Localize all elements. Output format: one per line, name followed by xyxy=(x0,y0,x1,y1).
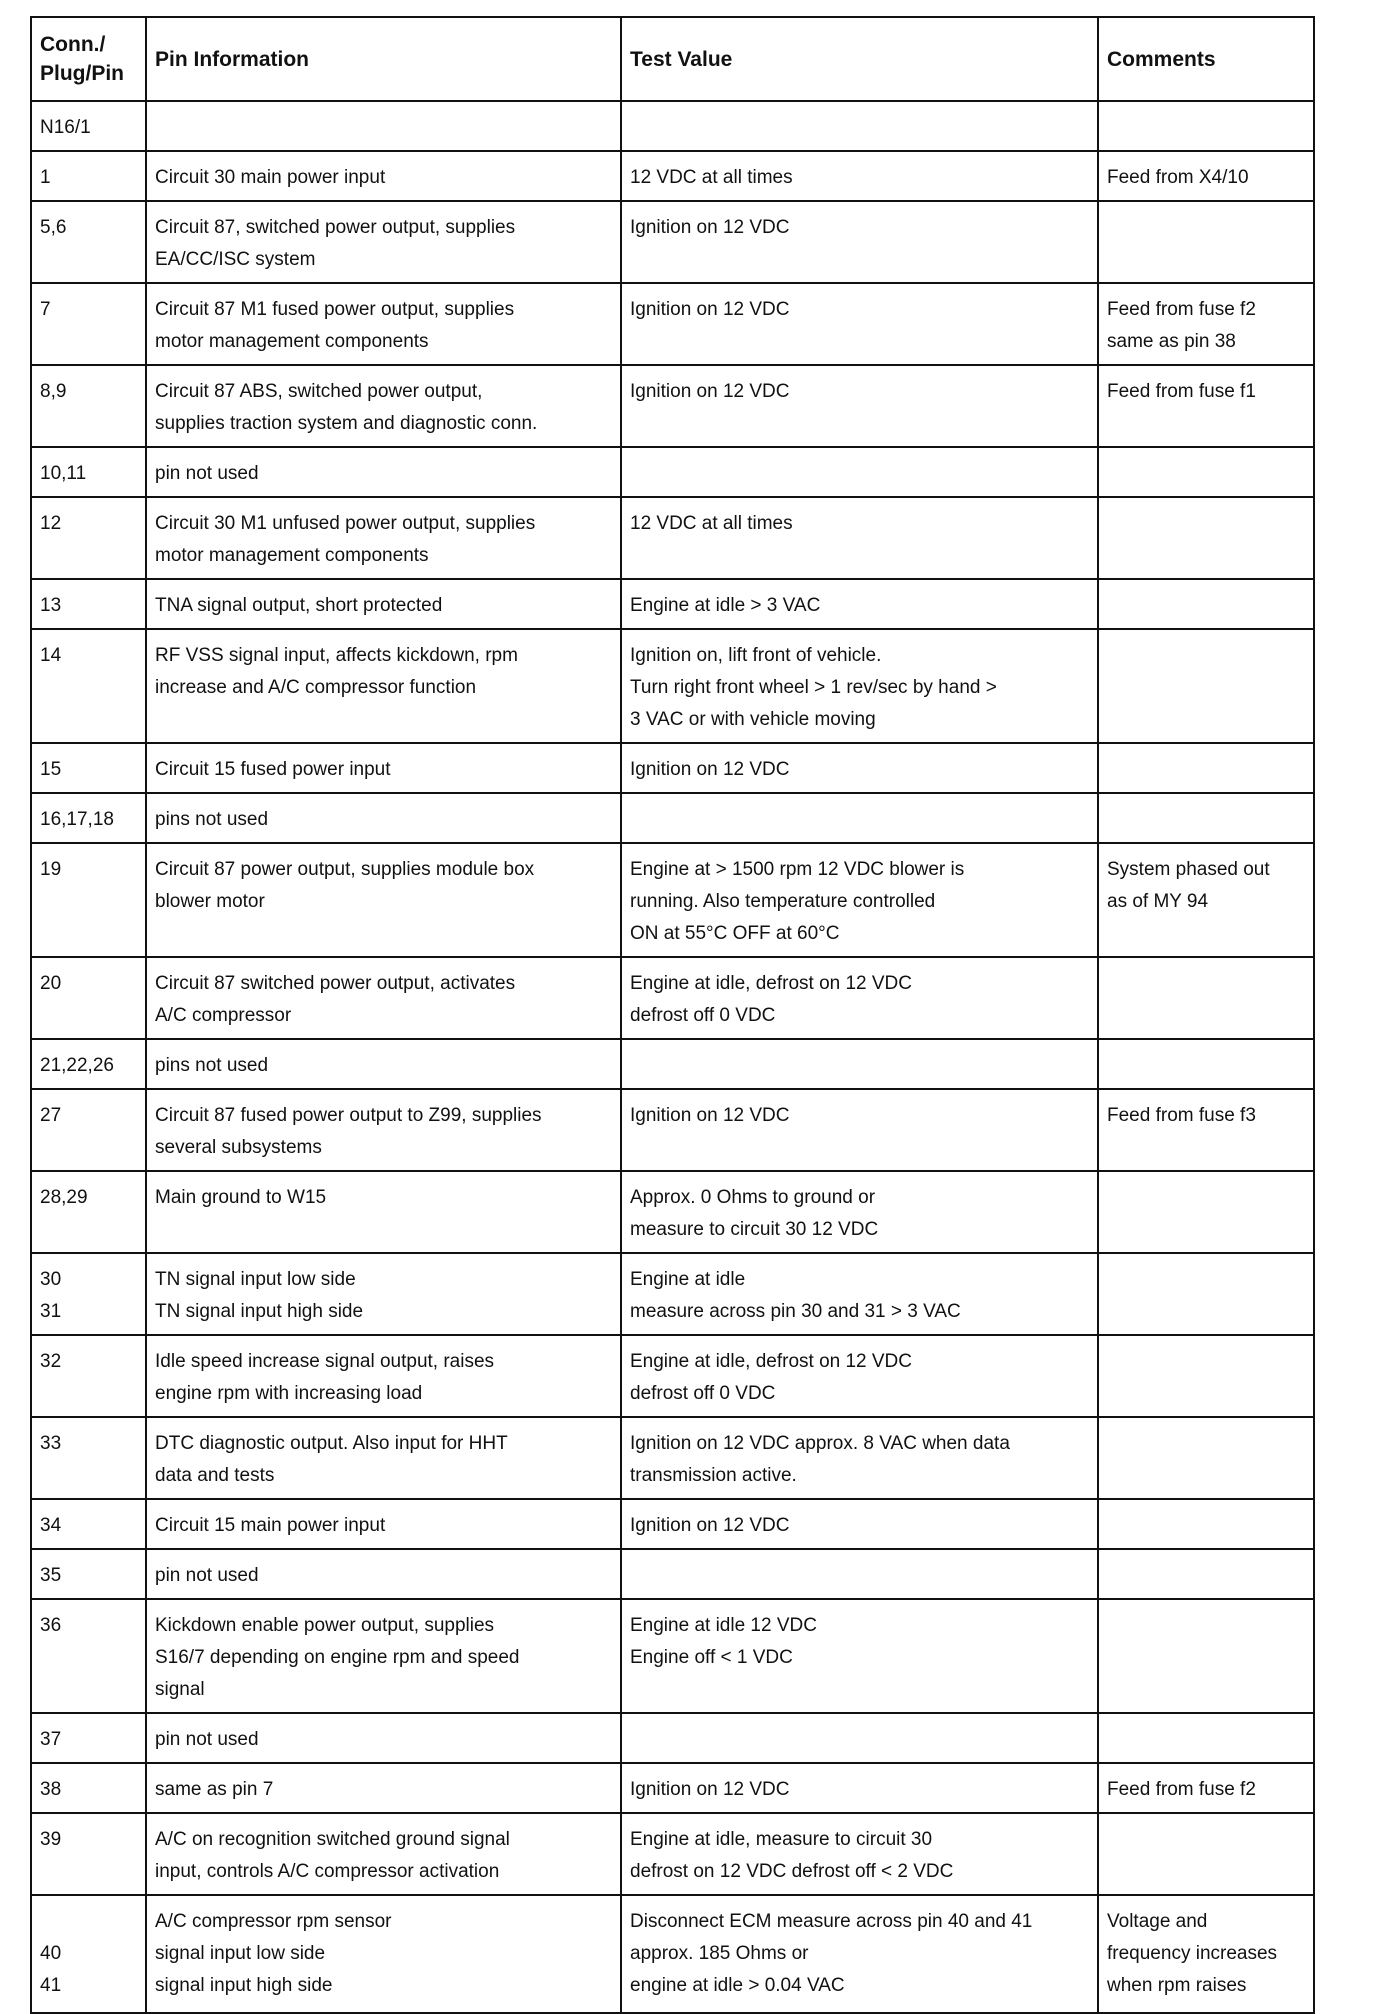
header-conn-plug-pin: Conn./ Plug/Pin xyxy=(31,17,146,101)
pin-cell: 39 xyxy=(31,1813,146,1895)
comment-cell xyxy=(1098,497,1314,579)
comment-cell xyxy=(1098,957,1314,1039)
pin-cell: 40 41 xyxy=(31,1895,146,2013)
comment-cell xyxy=(1098,1039,1314,1089)
test-value-cell: Ignition on, lift front of vehicle. Turn right front wheel > 1 rev/sec by hand > 3 VAC or with vehicle moving xyxy=(621,629,1098,743)
table-row xyxy=(31,1599,1314,1713)
comment-cell: Feed from fuse f1 xyxy=(1098,365,1314,447)
pin-info-cell: Circuit 87, switched power output, supplies EA/CC/ISC system xyxy=(146,201,621,283)
pin-info-cell: A/C on recognition switched ground signal input, controls A/C compressor activation xyxy=(146,1813,621,1895)
table-row xyxy=(31,1549,1314,1599)
table-row xyxy=(31,843,1314,957)
pin-cell: 8,9 xyxy=(31,365,146,447)
test-value-cell: Engine at idle > 3 VAC xyxy=(621,579,1098,629)
comment-cell xyxy=(1098,1599,1314,1713)
pin-cell: N16/1 xyxy=(31,101,146,151)
header-test-value: Test Value xyxy=(621,17,1098,101)
pin-cell: 38 xyxy=(31,1763,146,1813)
test-value-cell xyxy=(621,1039,1098,1089)
test-value-cell: Ignition on 12 VDC xyxy=(621,1763,1098,1813)
comment-cell xyxy=(1098,101,1314,151)
comment-cell xyxy=(1098,1171,1314,1253)
pin-info-cell: Kickdown enable power output, supplies S16/7 depending on engine rpm and speed signal xyxy=(146,1599,621,1713)
pin-cell: 28,29 xyxy=(31,1171,146,1253)
test-value-cell xyxy=(621,793,1098,843)
comment-cell xyxy=(1098,1713,1314,1763)
comment-cell xyxy=(1098,201,1314,283)
table-row xyxy=(31,1335,1314,1417)
test-value-cell xyxy=(621,1549,1098,1599)
pin-info-cell: pins not used xyxy=(146,793,621,843)
pin-cell: 35 xyxy=(31,1549,146,1599)
comment-cell: Feed from fuse f3 xyxy=(1098,1089,1314,1171)
comment-cell xyxy=(1098,743,1314,793)
pin-info-cell: DTC diagnostic output. Also input for HHT data and tests xyxy=(146,1417,621,1499)
comment-cell xyxy=(1098,1335,1314,1417)
table-row xyxy=(31,1813,1314,1895)
table-row xyxy=(31,1499,1314,1549)
test-value-cell: Engine at > 1500 rpm 12 VDC blower is running. Also temperature controlled ON at 55°C OFF at 60°C xyxy=(621,843,1098,957)
pin-info-cell: Circuit 30 M1 unfused power output, supplies motor management components xyxy=(146,497,621,579)
table-row xyxy=(31,101,1314,151)
pin-info-cell: same as pin 7 xyxy=(146,1763,621,1813)
pin-info-cell: pin not used xyxy=(146,1713,621,1763)
pin-cell: 33 xyxy=(31,1417,146,1499)
table-row xyxy=(31,1253,1314,1335)
table-row xyxy=(31,1417,1314,1499)
test-value-cell: Ignition on 12 VDC approx. 8 VAC when data transmission active. xyxy=(621,1417,1098,1499)
test-value-cell: Engine at idle, measure to circuit 30 defrost on 12 VDC defrost off < 2 VDC xyxy=(621,1813,1098,1895)
pin-info-cell: Circuit 15 fused power input xyxy=(146,743,621,793)
table-row xyxy=(31,497,1314,579)
pin-cell: 14 xyxy=(31,629,146,743)
pin-info-cell: TNA signal output, short protected xyxy=(146,579,621,629)
pin-cell: 13 xyxy=(31,579,146,629)
pin-info-cell: Circuit 87 fused power output to Z99, supplies several subsystems xyxy=(146,1089,621,1171)
comment-cell xyxy=(1098,1549,1314,1599)
pin-cell: 5,6 xyxy=(31,201,146,283)
test-value-cell: Ignition on 12 VDC xyxy=(621,283,1098,365)
comment-cell: Voltage and frequency increases when rpm raises xyxy=(1098,1895,1314,2013)
pin-cell: 20 xyxy=(31,957,146,1039)
table-row xyxy=(31,283,1314,365)
test-value-cell: Engine at idle, defrost on 12 VDC defrost off 0 VDC xyxy=(621,957,1098,1039)
pin-info-cell: Circuit 87 ABS, switched power output, supplies traction system and diagnostic conn. xyxy=(146,365,621,447)
comment-cell xyxy=(1098,629,1314,743)
table-row xyxy=(31,151,1314,201)
table-row xyxy=(31,743,1314,793)
pin-info-cell xyxy=(146,101,621,151)
pin-info-cell: Main ground to W15 xyxy=(146,1171,621,1253)
test-value-cell: Disconnect ECM measure across pin 40 and 41 approx. 185 Ohms or engine at idle > 0.04 VAC xyxy=(621,1895,1098,2013)
pin-cell: 36 xyxy=(31,1599,146,1713)
table-row xyxy=(31,447,1314,497)
test-value-cell: Ignition on 12 VDC xyxy=(621,201,1098,283)
pin-info-cell: pin not used xyxy=(146,447,621,497)
test-value-cell: Ignition on 12 VDC xyxy=(621,1499,1098,1549)
comment-cell xyxy=(1098,579,1314,629)
pin-info-cell: RF VSS signal input, affects kickdown, rpm increase and A/C compressor function xyxy=(146,629,621,743)
header-pin-information: Pin Information xyxy=(146,17,621,101)
comment-cell xyxy=(1098,1813,1314,1895)
table-header-row xyxy=(31,17,1314,101)
test-value-cell: Approx. 0 Ohms to ground or measure to circuit 30 12 VDC xyxy=(621,1171,1098,1253)
pin-cell: 7 xyxy=(31,283,146,365)
test-value-cell xyxy=(621,1713,1098,1763)
table-row xyxy=(31,201,1314,283)
comment-cell xyxy=(1098,1417,1314,1499)
pin-info-cell: Circuit 15 main power input xyxy=(146,1499,621,1549)
pin-info-cell: Circuit 87 M1 fused power output, supplies motor management components xyxy=(146,283,621,365)
pin-cell: 1 xyxy=(31,151,146,201)
pin-info-cell: pins not used xyxy=(146,1039,621,1089)
table-row xyxy=(31,1171,1314,1253)
test-value-cell: Engine at idle measure across pin 30 and 31 > 3 VAC xyxy=(621,1253,1098,1335)
table-row xyxy=(31,579,1314,629)
table-row xyxy=(31,1713,1314,1763)
pin-info-cell: Idle speed increase signal output, raises engine rpm with increasing load xyxy=(146,1335,621,1417)
comment-cell: Feed from fuse f2 same as pin 38 xyxy=(1098,283,1314,365)
table-row xyxy=(31,793,1314,843)
comment-cell: System phased out as of MY 94 xyxy=(1098,843,1314,957)
table-row xyxy=(31,365,1314,447)
pin-cell: 27 xyxy=(31,1089,146,1171)
test-value-cell: Ignition on 12 VDC xyxy=(621,743,1098,793)
comment-cell xyxy=(1098,1253,1314,1335)
test-value-cell: 12 VDC at all times xyxy=(621,151,1098,201)
test-value-cell: Ignition on 12 VDC xyxy=(621,1089,1098,1171)
pin-info-cell: Circuit 30 main power input xyxy=(146,151,621,201)
pin-cell: 34 xyxy=(31,1499,146,1549)
pin-info-cell: TN signal input low side TN signal input high side xyxy=(146,1253,621,1335)
test-value-cell xyxy=(621,101,1098,151)
table-row xyxy=(31,1763,1314,1813)
comment-cell: Feed from fuse f2 xyxy=(1098,1763,1314,1813)
pin-cell: 10,11 xyxy=(31,447,146,497)
pin-cell: 30 31 xyxy=(31,1253,146,1335)
table-row xyxy=(31,1039,1314,1089)
table-row xyxy=(31,629,1314,743)
pin-information-document xyxy=(30,16,1315,2014)
table-row xyxy=(31,957,1314,1039)
pin-cell: 16,17,18 xyxy=(31,793,146,843)
table-row xyxy=(31,1089,1314,1171)
pin-cell: 19 xyxy=(31,843,146,957)
test-value-cell: Engine at idle, defrost on 12 VDC defrost off 0 VDC xyxy=(621,1335,1098,1417)
comment-cell xyxy=(1098,793,1314,843)
pin-info-cell: A/C compressor rpm sensor signal input low side signal input high side xyxy=(146,1895,621,2013)
pin-cell: 32 xyxy=(31,1335,146,1417)
comment-cell: Feed from X4/10 xyxy=(1098,151,1314,201)
header-comments: Comments xyxy=(1098,17,1314,101)
pin-info-cell: Circuit 87 switched power output, activates A/C compressor xyxy=(146,957,621,1039)
pin-cell: 37 xyxy=(31,1713,146,1763)
test-value-cell: Ignition on 12 VDC xyxy=(621,365,1098,447)
comment-cell xyxy=(1098,1499,1314,1549)
table-row xyxy=(31,1895,1314,2013)
pin-cell: 15 xyxy=(31,743,146,793)
test-value-cell: Engine at idle 12 VDC Engine off < 1 VDC xyxy=(621,1599,1098,1713)
pin-info-cell: pin not used xyxy=(146,1549,621,1599)
test-value-cell xyxy=(621,447,1098,497)
pin-information-table xyxy=(30,16,1315,2014)
test-value-cell: 12 VDC at all times xyxy=(621,497,1098,579)
pin-cell: 12 xyxy=(31,497,146,579)
pin-info-cell: Circuit 87 power output, supplies module box blower motor xyxy=(146,843,621,957)
pin-cell: 21,22,26 xyxy=(31,1039,146,1089)
comment-cell xyxy=(1098,447,1314,497)
